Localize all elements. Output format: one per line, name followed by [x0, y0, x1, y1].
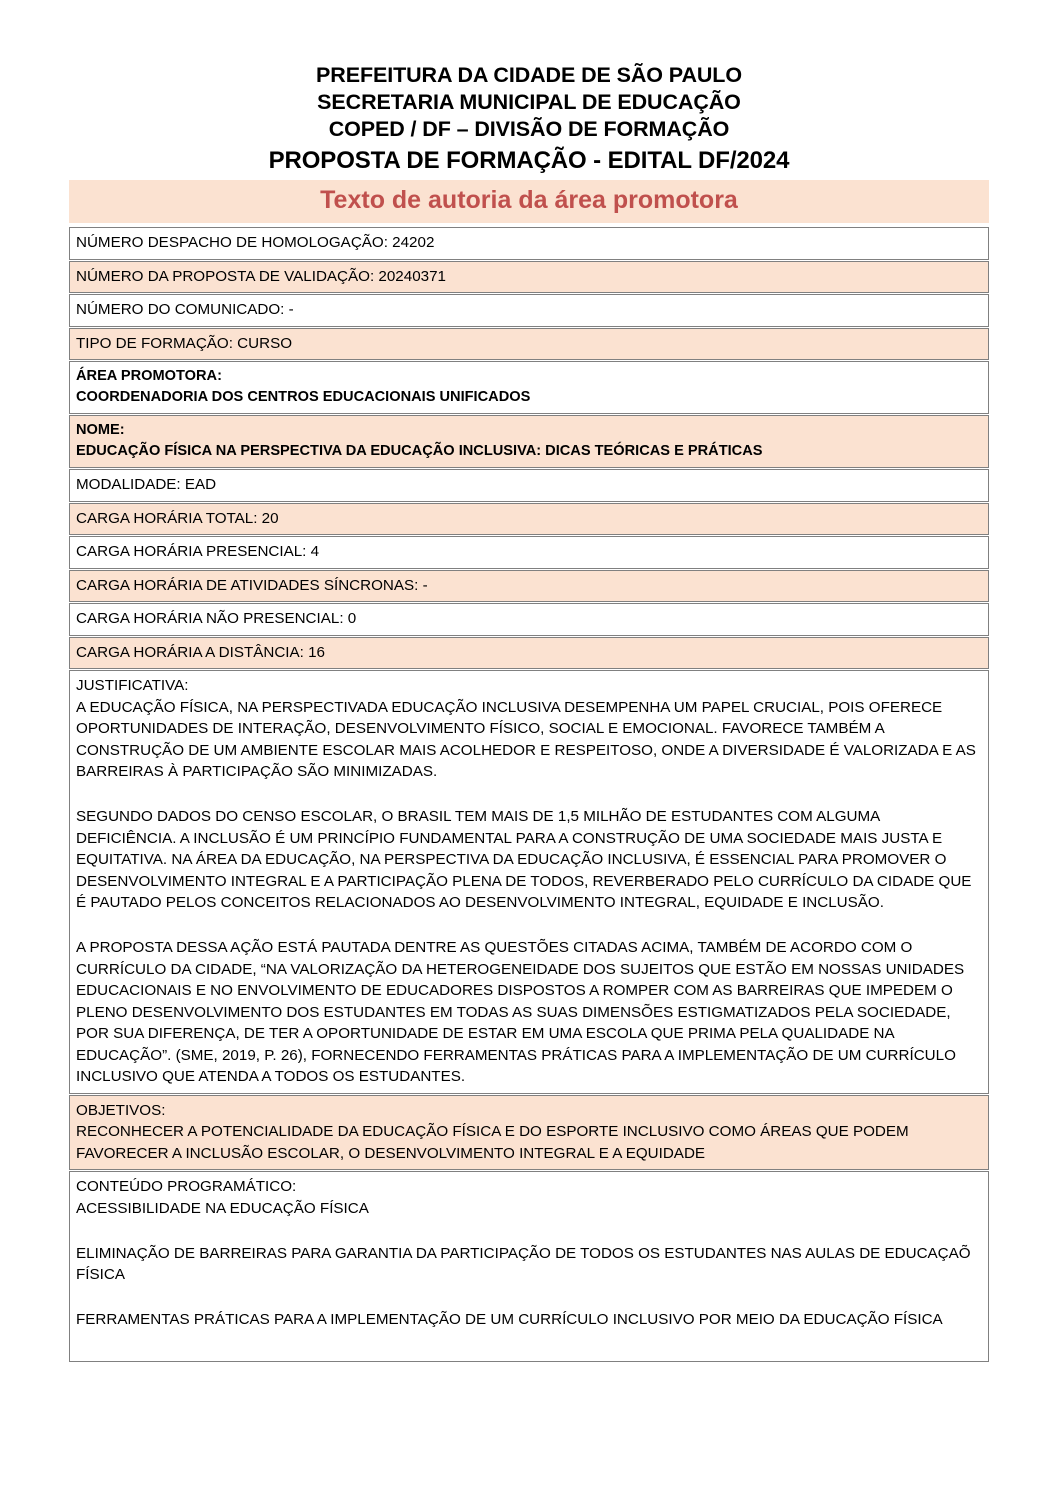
nome-label: NOME:	[76, 422, 125, 438]
justificativa-paragraph-3: A PROPOSTA DESSA AÇÃO ESTÁ PAUTADA DENTRE AS QUESTÕES CITADAS ACIMA, TAMBÉM DE ACORDO COM O CURRÍCULO DA CIDADE, “NA VALORIZAÇÃO DA HETEROGENEIDADE DOS SUJEITOS QUE ESTÃO EM NOSSAS UNIDADES EDUCACIONAIS E NO ENVOLVIMENTO DE EDUCADORES DISPOSTOS A ROMPER COM AS BARREIRAS QUE IMPEDEM O PLENO DESENVOLVIMENTO DOS ESTUDANTES EM TODAS AS SUAS DIMENSÕES ESTIGMATIZADOS PELA SOCIEDADE, POR SUA DIFERENÇA, DE TER A OPORTUNIDADE DE ESTAR EM UMA ESCOLA QUE PRIMA PELA QUALIDADE NA EDUCAÇÃO”. (SME, 2019, P. 26), FORNECENDO FERRAMENTAS PRÁTICAS PARA A IMPLEMENTAÇÃO DE UM CURRÍCULO INCLUSIVO QUE ATENDA A TODOS OS ESTUDANTES.	[76, 939, 965, 1086]
objetivos-label: OBJETIVOS:	[76, 1101, 166, 1119]
cell-carga-horaria-nao-presencial: CARGA HORÁRIA NÃO PRESENCIAL: 0	[69, 603, 989, 636]
conteudo-spacer-1	[76, 1219, 982, 1243]
conteudo-label: CONTEÚDO PROGRAMÁTICO:	[76, 1178, 297, 1196]
table-row-nome	[69, 415, 989, 468]
table-row-proposta	[69, 261, 989, 294]
cell-justificativa	[69, 670, 989, 1094]
table-row-tipo-formacao	[69, 328, 989, 361]
conteudo-spacer-2	[76, 1286, 982, 1310]
conteudo-item-3: FERRAMENTAS PRÁTICAS PARA A IMPLEMENTAÇÃO DE UM CURRÍCULO INCLUSIVO POR MEIO DA EDUCAÇÃO FÍSICA	[76, 1311, 943, 1329]
cell-area-promotora	[69, 361, 989, 414]
table-row-carga-nao-presencial	[69, 603, 989, 636]
objetivos-text: RECONHECER A POTENCIALIDADE DA EDUCAÇÃO FÍSICA E DO ESPORTE INCLUSIVO COMO ÁREAS QUE PODEM FAVORECER A INCLUSÃO ESCOLAR, O DESENVOLVIMENTO INTEGRAL E A EQUIDADE	[76, 1123, 909, 1162]
table-row-conteudo-programatico	[69, 1171, 989, 1362]
table-row-carga-sincronas	[69, 570, 989, 603]
table-row-modalidade	[69, 469, 989, 502]
justificativa-label: JUSTIFICATIVA:	[76, 677, 189, 694]
table-row-carga-presencial	[69, 536, 989, 569]
conteudo-item-1: ACESSIBILIDADE NA EDUCAÇÃO FÍSICA	[76, 1199, 369, 1217]
header-line-proposta: PROPOSTA DE FORMAÇÃO - EDITAL DF/2024	[268, 147, 790, 174]
header-line-prefeitura: PREFEITURA DA CIDADE DE SÃO PAULO	[316, 63, 742, 87]
author-band-label: Texto de autoria da área promotora	[320, 186, 738, 214]
area-promotora-label: ÁREA PROMOTORA:	[76, 368, 222, 384]
nome-value: EDUCAÇÃO FÍSICA NA PERSPECTIVA DA EDUCAÇÃO INCLUSIVA: DICAS TEÓRICAS E PRÁTICAS	[76, 443, 763, 459]
table-row-carga-total	[69, 503, 989, 536]
cell-tipo-formacao: TIPO DE FORMAÇÃO: CURSO	[69, 328, 989, 361]
cell-comunicado: NÚMERO DO COMUNICADO: -	[69, 294, 989, 327]
cell-carga-horaria-total: CARGA HORÁRIA TOTAL: 20	[69, 503, 989, 536]
justificativa-spacer-1	[76, 783, 982, 807]
table-row-comunicado	[69, 294, 989, 327]
cell-carga-horaria-presencial: CARGA HORÁRIA PRESENCIAL: 4	[69, 536, 989, 569]
author-band	[69, 180, 989, 223]
table-row-area-promotora	[69, 361, 989, 414]
justificativa-paragraph-2: SEGUNDO DADOS DO CENSO ESCOLAR, O BRASIL TEM MAIS DE 1,5 MILHÃO DE ESTUDANTES COM ALGUMA DEFICIÊNCIA. A INCLUSÃO É UM PRINCÍPIO FUNDAMENTAL PARA A CONSTRUÇÃO DE UMA SOCIEDADE MAIS JUSTA E EQUITATIVA. NA ÁREA DA EDUCAÇÃO, NA PERSPECTIVA DA EDUCAÇÃO INCLUSIVA, É ESSENCIAL PARA PROMOVER O DESENVOLVIMENTO INTEGRAL E A PARTICIPAÇÃO PLENA DE TODOS, REVERBERADO PELO CURRÍCULO DA CIDADE QUE É PAUTADO PELOS CONCEITOS RELACIONADOS AO DESENVOLVIMENTO INTEGRAL, EQUIDADE E INCLUSÃO.	[76, 808, 972, 912]
cell-modalidade: MODALIDADE: EAD	[69, 469, 989, 502]
header-line-secretaria: SECRETARIA MUNICIPAL DE EDUCAÇÃO	[317, 90, 741, 114]
area-promotora-value: COORDENADORIA DOS CENTROS EDUCACIONAIS UNIFICADOS	[76, 389, 531, 405]
cell-nome	[69, 415, 989, 468]
header-line-coped: COPED / DF – DIVISÃO DE FORMAÇÃO	[328, 117, 730, 141]
table-row-justificativa	[69, 670, 989, 1094]
cell-carga-horaria-distancia: CARGA HORÁRIA A DISTÂNCIA: 16	[69, 637, 989, 670]
conteudo-item-2: ELIMINAÇÃO DE BARREIRAS PARA GARANTIA DA PARTICIPAÇÃO DE TODOS OS ESTUDANTES NAS AULAS DE EDUCAÇAÕ FÍSICA	[76, 1244, 971, 1284]
proposal-form-table	[69, 226, 989, 1363]
table-row-objetivos	[69, 1095, 989, 1171]
document-header	[0, 0, 1058, 176]
justificativa-paragraph-1: A EDUCAÇÃO FÍSICA, NA PERSPECTIVADA EDUCAÇÃO INCLUSIVA DESEMPENHA UM PAPEL CRUCIAL, POIS OFERECE OPORTUNIDADES DE INTERAÇÃO, DESENVOLVIMENTO FÍSICO, SOCIAL E EMOCIONAL. FAVORECE TAMBÉM A CONSTRUÇÃO DE UM AMBIENTE ESCOLAR MAIS ACOLHEDOR E RESPEITOSO, ONDE A DIVERSIDADE É VALORIZADA E AS BARREIRAS À PARTICIPAÇÃO SÃO MINIMIZADAS.	[76, 698, 976, 780]
cell-proposta: NÚMERO DA PROPOSTA DE VALIDAÇÃO: 20240371	[69, 261, 989, 294]
cell-despacho: NÚMERO DESPACHO DE HOMOLOGAÇÃO: 24202	[69, 227, 989, 260]
cell-conteudo-programatico	[69, 1171, 989, 1362]
table-row-despacho	[69, 227, 989, 260]
justificativa-spacer-2	[76, 914, 982, 938]
cell-objetivos	[69, 1095, 989, 1171]
table-row-carga-distancia	[69, 637, 989, 670]
cell-carga-horaria-sincronas: CARGA HORÁRIA DE ATIVIDADES SÍNCRONAS: -	[69, 570, 989, 603]
